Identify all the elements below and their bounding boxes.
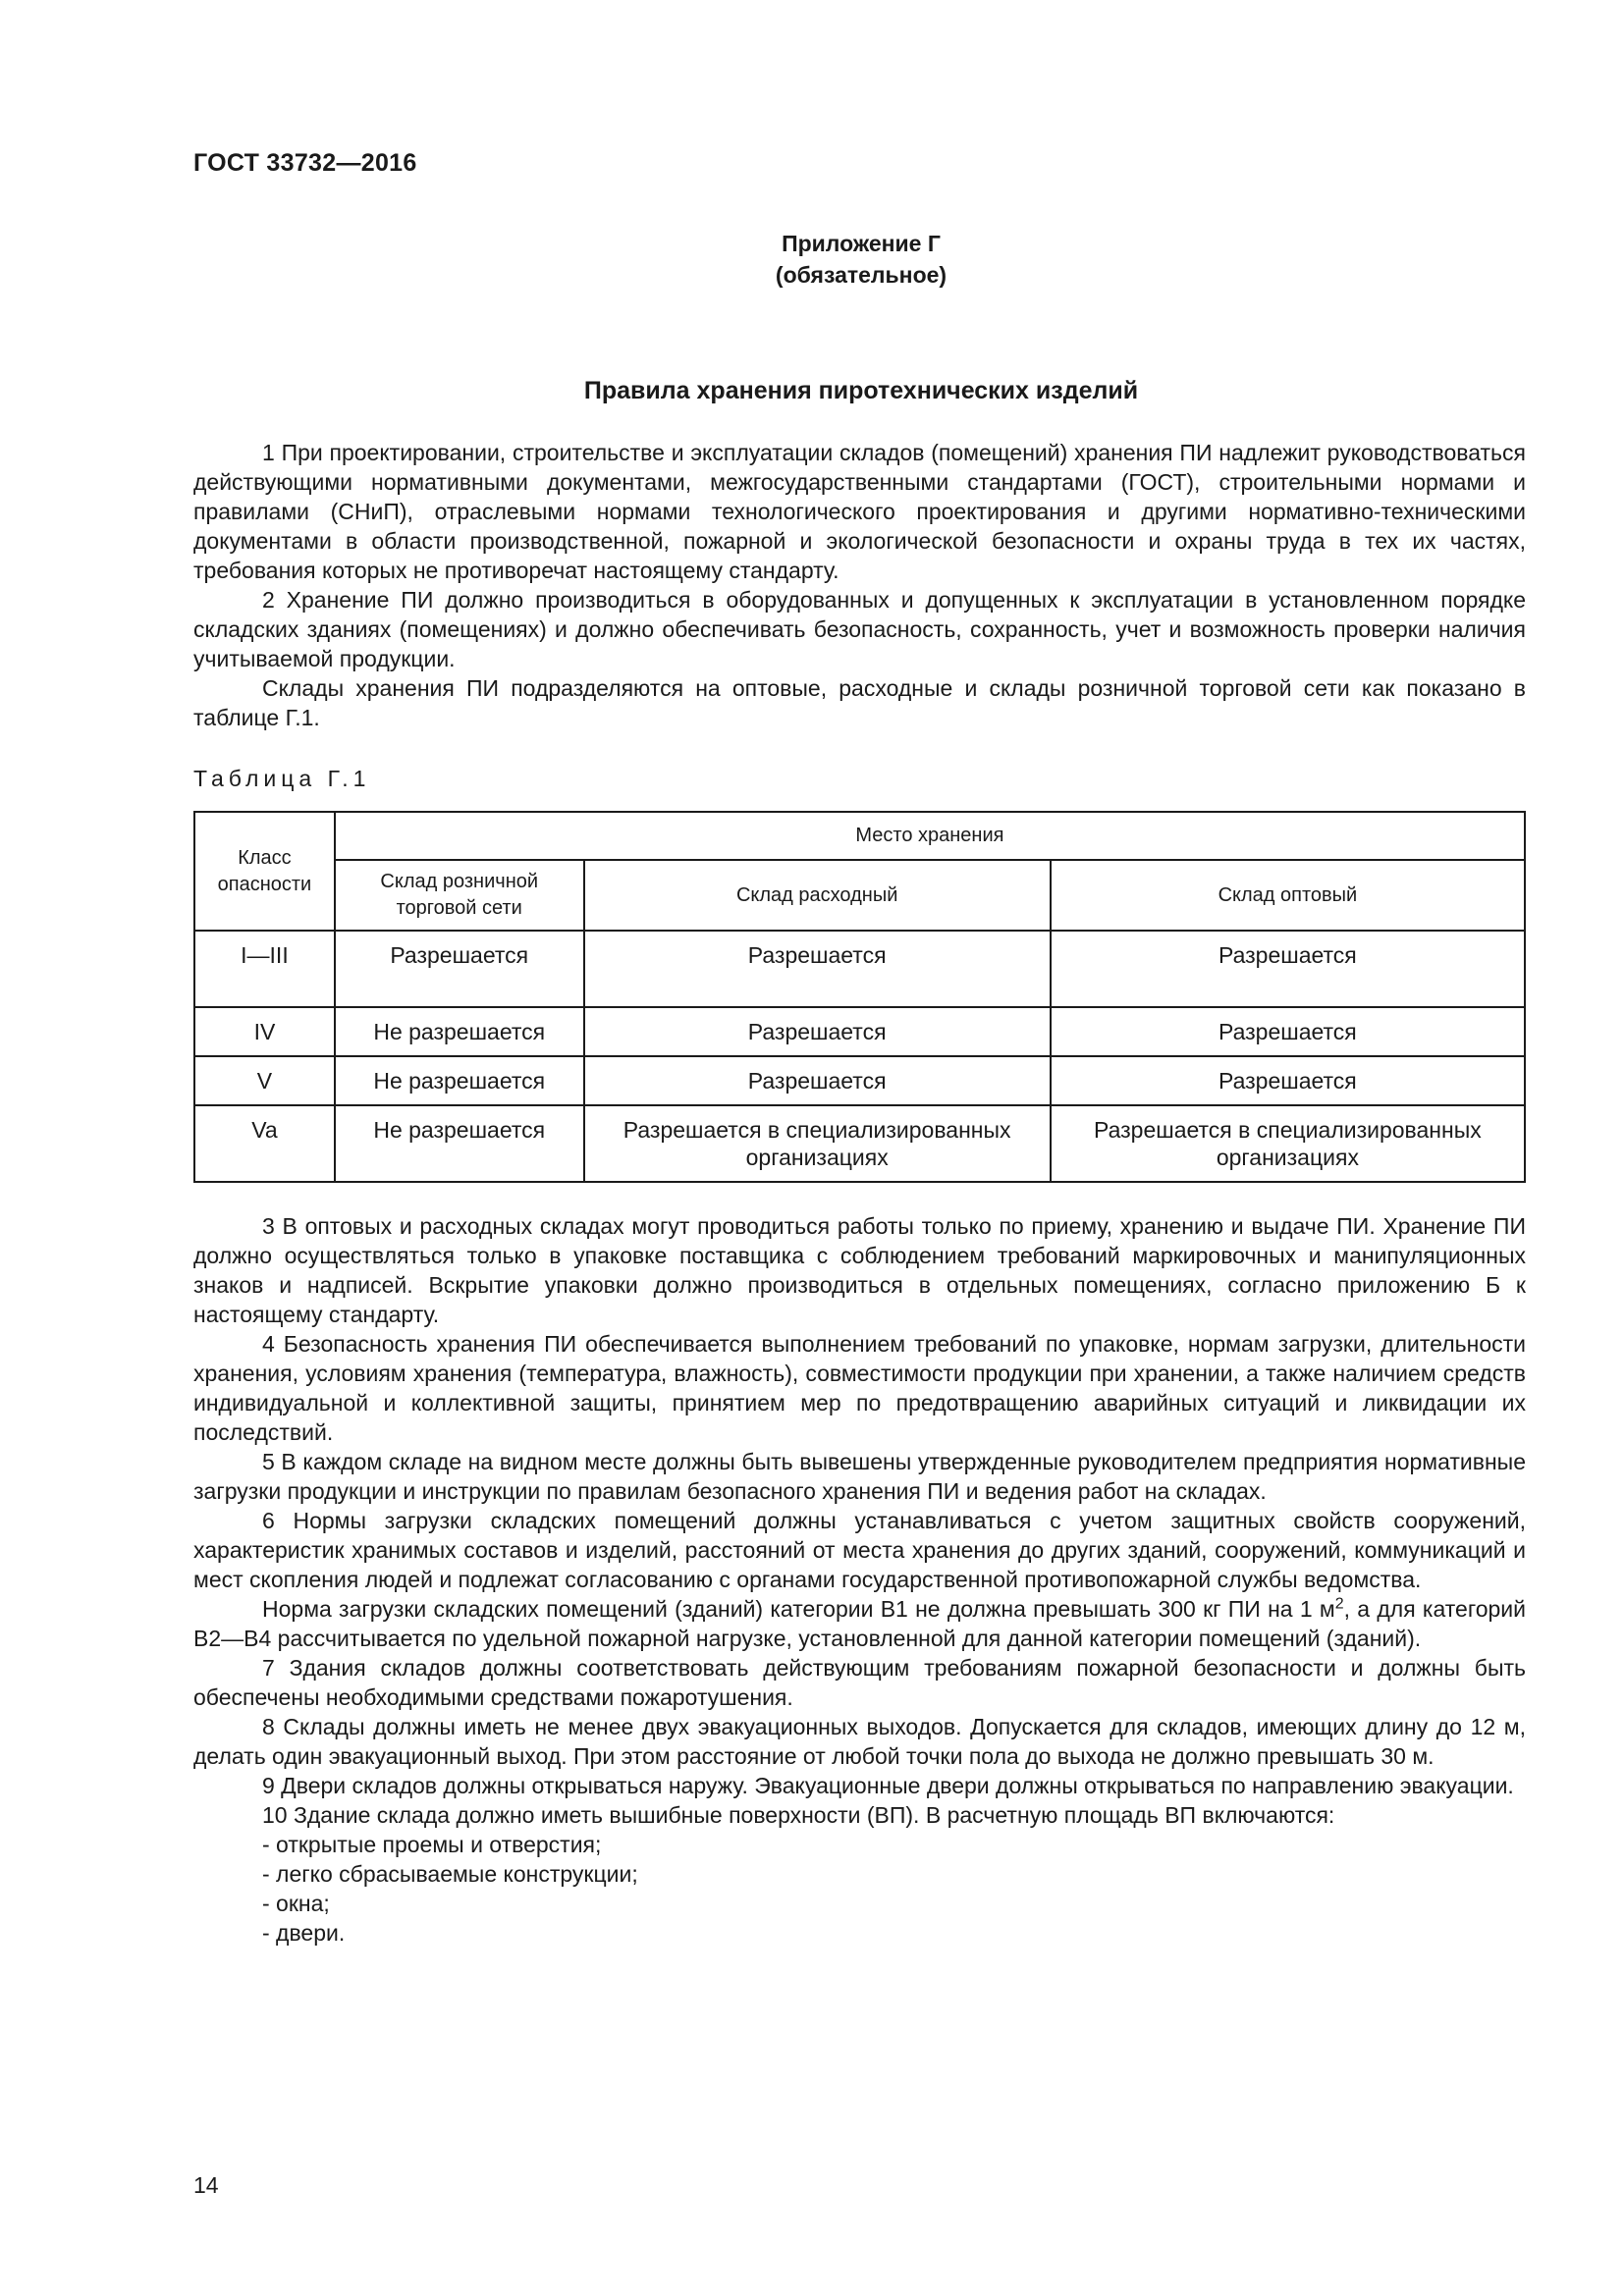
table-row (194, 1007, 1525, 1056)
cell-retail: Разрешается (335, 931, 584, 1007)
paragraph-6b-end: , а для категорий В2—В4 рассчитывается по удельной пожарной нагрузке, установленной для данной категории помещений (зданий). (193, 1596, 1526, 1651)
paragraph-2b: Склады хранения ПИ подразделяются на оптовые, расходные и склады розничной торговой сети как показано в таблице Г.1. (193, 675, 1526, 730)
header-class: Класс опасности (194, 812, 335, 931)
cell-class: I—III (194, 931, 335, 1007)
paragraph-4: 4 Безопасность хранения ПИ обеспечивается выполнением требований по упаковке, нормам загрузки, длительности хранения, условиям хранения (температура, влажность), совместимости продукции при хранении, а также наличием средств индивидуальной и коллективной защиты, принятием мер по предотвращению аварийных ситуаций и ликвидации их последствий. (193, 1331, 1526, 1445)
cell-class: IV (194, 1007, 335, 1056)
section-title (0, 377, 1624, 405)
document-code: ГОСТ 33732—2016 (193, 149, 417, 177)
paragraph-6: 6 Нормы загрузки складских помещений должны устанавливаться с учетом защитных свойств сооружений, характеристик хранимых составов и изделий, расстояний от места хранения до других зданий, сооружений, коммуникаций и мест скопления людей и подлежат согласованию с органами государственной противопожарной службы ведомства. (193, 1508, 1526, 1592)
paragraph-6b (193, 1594, 1526, 1653)
paragraph-5: 5 В каждом складе на видном месте должны быть вывешены утвержденные руководителем предприятия нормативные загрузки продукции и инструкции по правилам безопасного хранения ПИ и ведения работ на складах. (193, 1449, 1526, 1504)
paragraph-1: 1 При проектировании, строительстве и эксплуатации складов (помещений) хранения ПИ надлежит руководствоваться действующими нормативными документами, межгосударственными стандартами (ГОСТ), строительными нормами и правилами (СНиП), отраслевыми нормами технологического проектирования и другими нормативно-техническими документами в области производственной, пожарной и экологической безопасности и охраны труда в тех их частях, требования которых не противоречат настоящему стандарту. (193, 440, 1526, 583)
annex-heading (0, 228, 1624, 291)
cell-retail: Не разрешается (335, 1105, 584, 1182)
paragraph-10: 10 Здание склада должно иметь вышибные поверхности (ВП). В расчетную площадь ВП включаются: (262, 1802, 1335, 1828)
paragraph-2: 2 Хранение ПИ должно производиться в оборудованных и допущенных к эксплуатации в установленном порядке складских зданиях (помещениях) и должно обеспечивать безопасность, сохранность, учет и возможность проверки наличия учитываемой продукции. (193, 587, 1526, 671)
header-wholesale: Склад оптовый (1051, 860, 1525, 931)
cell-wholesale: Разрешается (1051, 1007, 1525, 1056)
cell-class: V (194, 1056, 335, 1105)
list-item: - открытые проемы и отверстия; (262, 1832, 602, 1857)
paragraph-7: 7 Здания складов должны соответствовать действующим требованиям пожарной безопасности и должны быть обеспечены необходимыми средствами пожаротушения. (193, 1655, 1526, 1710)
table-caption: Таблица Г.1 (193, 766, 371, 791)
section-title-text: Правила хранения пиротехнических изделий (583, 377, 1139, 404)
cell-consumable: Разрешается в специализированных организациях (584, 1105, 1051, 1182)
table-row (194, 931, 1525, 1007)
rules-paragraphs (193, 1211, 1526, 1948)
cell-retail: Не разрешается (335, 1007, 584, 1056)
storage-table (193, 811, 1526, 1183)
cell-consumable: Разрешается (584, 1056, 1051, 1105)
paragraph-8: 8 Склады должны иметь не менее двух эвакуационных выходов. Допускается для складов, имеющих длину до 12 м, делать один эвакуационный выход. При этом расстояние от любой точки пола до выхода не должно превышать 30 м. (193, 1714, 1526, 1769)
cell-consumable: Разрешается (584, 931, 1051, 1007)
list-item: - двери. (262, 1920, 346, 1946)
list-item: - легко сбрасываемые конструкции; (262, 1861, 638, 1887)
paragraph-9: 9 Двери складов должны открываться наружу. Эвакуационные двери должны открываться по направлению эвакуации. (262, 1773, 1514, 1798)
paragraph-3: 3 В оптовых и расходных складах могут проводиться работы только по приему, хранению и выдаче ПИ. Хранение ПИ должно осуществляться только в упаковке поставщика с соблюдением требований маркировочных и манипуляционных знаков и надписей. Вскрытие упаковки должно производиться в отдельных помещениях, согласно приложению Б к настоящему стандарту. (193, 1213, 1526, 1327)
header-storage-place: Место хранения (335, 812, 1525, 860)
page-number: 14 (193, 2172, 219, 2198)
cell-consumable: Разрешается (584, 1007, 1051, 1056)
list-item: - окна; (262, 1891, 330, 1916)
cell-class: Va (194, 1105, 335, 1182)
table-row (194, 1105, 1525, 1182)
annex-status: (обязательное) (775, 262, 947, 288)
cell-wholesale: Разрешается (1051, 931, 1525, 1007)
header-retail: Склад розничной торговой сети (335, 860, 584, 931)
intro-paragraphs (193, 438, 1526, 732)
annex-label: Приложение Г (782, 231, 941, 256)
paragraph-6b-start: Норма загрузки складских помещений (зданий) категории В1 не должна превышать 300 кг ПИ на 1 м (262, 1596, 1335, 1622)
table-row (194, 1056, 1525, 1105)
header-consumable: Склад расходный (584, 860, 1051, 931)
cell-retail: Не разрешается (335, 1056, 584, 1105)
superscript: 2 (1334, 1595, 1344, 1613)
cell-wholesale: Разрешается (1051, 1056, 1525, 1105)
cell-wholesale: Разрешается в специализированных организациях (1051, 1105, 1525, 1182)
